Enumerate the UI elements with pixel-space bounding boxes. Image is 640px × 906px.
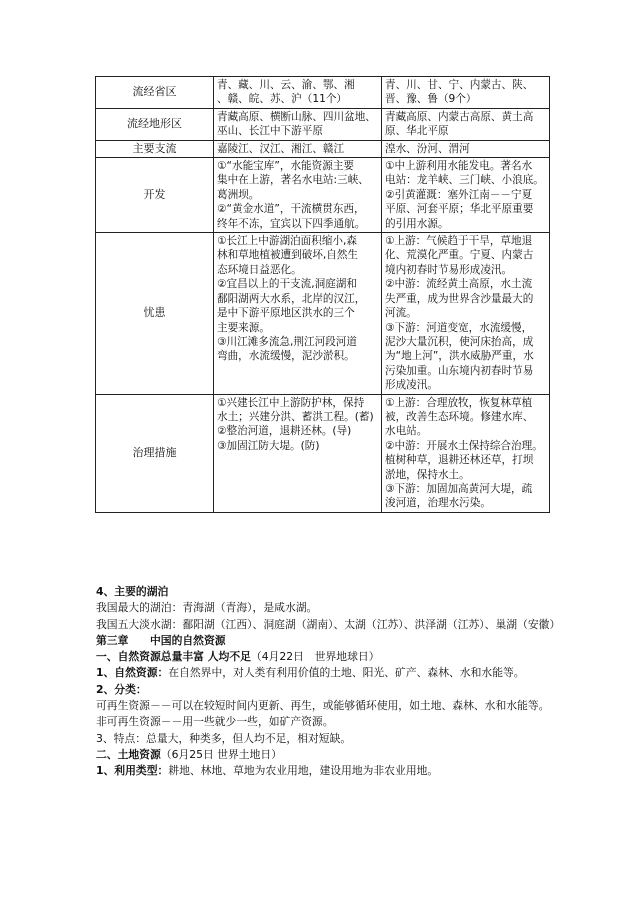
cell-line: ③加固江防大堤。(防) <box>217 439 320 452</box>
cell-line: 巫山、长江中下游平原 <box>217 125 323 138</box>
cell-line: 的引用水源。 <box>385 217 449 230</box>
yangtze-cell <box>214 77 382 109</box>
lakes-heading: 4、主要的湖泊 <box>96 585 169 598</box>
cell-line: 水电站。 <box>385 425 428 438</box>
features-text: 3、特点：总量大，种类多，但人均不足，相对短缺。 <box>96 731 352 745</box>
renewable-text: 可再生资源－－可以在较短时间内更新、再生，或能够循环使用，如土地、森林、水和水能等。 <box>96 699 550 713</box>
cell-line: 湟水、汾河、渭河 <box>385 142 470 155</box>
table-row <box>96 77 550 109</box>
nonrenewable-text: 非可再生资源－－用一些就少一些，如矿产资源。 <box>96 715 334 729</box>
cell-line: 水土；兴建分洪、蓄洪工程。(蓄) <box>217 410 374 423</box>
definition-label: 1、自然资源： <box>96 666 169 680</box>
yangtze-cell <box>214 233 382 394</box>
cell-line: ①中上游利用水能发电。著名水 <box>385 160 533 173</box>
cell-line: 、赣、皖、苏、沪（11个） <box>217 93 348 106</box>
yangtze-cell <box>214 394 382 512</box>
section1-note: （4月22日 世界地球日） <box>250 650 380 664</box>
cell-line: 青藏高原、内蒙古高原、黄土高 <box>385 110 534 123</box>
river-comparison-table <box>95 76 550 513</box>
cell-line: ①上游：气候趋于干旱，草地退 <box>385 235 533 248</box>
cell-line: 为“地上河”，洪水威胁严重，水 <box>385 350 534 363</box>
row-label: 流经地形区 <box>96 108 214 140</box>
section2-title: 二、土地资源 <box>96 747 161 761</box>
cell-line: ①“水能宝库”，水能资源主要 <box>217 160 355 173</box>
cell-line: 植树种草，退耕还林还草，打坝 <box>385 454 534 467</box>
cell-line: 形成凌汛。 <box>385 379 438 392</box>
cell-line: ②中游：流经黄土高原，水土流 <box>385 278 533 291</box>
yangtze-cell <box>214 140 382 157</box>
yellow-river-cell <box>382 140 550 157</box>
definition-text: 在自然界中，对人类有利用价值的土地、阳光、矿产、森林、水和水能等。 <box>168 666 525 680</box>
cell-line: ①上游：合理放牧，恢复林草植 <box>385 396 533 409</box>
cell-line: 平原、河套平原；华北平原重要 <box>385 203 534 216</box>
land-use-label: 1、利用类型： <box>96 764 169 778</box>
cell-line: ③川江滩多流急,荆江河段河道 <box>217 335 357 348</box>
row-label: 主要支流 <box>96 140 214 157</box>
cell-line: 青藏高原、横断山脉、四川盆地、 <box>217 110 376 123</box>
cell-line: ②中游：开展水土保持综合治理。 <box>385 439 543 452</box>
yellow-river-cell <box>382 233 550 394</box>
cell-line: 失严重，成为世界含沙量最大的 <box>385 292 534 305</box>
cell-line: 浚河道，治理水污染。 <box>385 497 491 510</box>
chapter-title: 第三章 中国的自然资源 <box>96 633 226 647</box>
cell-line: 被，改善生态环境。修建水库、 <box>385 410 534 423</box>
cell-line: 淤地，保持水土。 <box>385 468 470 481</box>
land-use-text: 耕地、林地、草地为农业用地，建设用地为非农业用地。 <box>168 764 439 778</box>
section2-note: （6月25日 世界土地日） <box>160 747 282 761</box>
yellow-river-cell <box>382 158 550 233</box>
table-row <box>96 108 550 140</box>
row-label: 忧患 <box>96 233 214 394</box>
cell-line: 河流。 <box>385 307 417 320</box>
cell-line: 青、藏、川、云、渝、鄂、湘 <box>217 79 355 91</box>
cell-line: ②宜昌以上的干支流,洞庭湖和 <box>217 278 357 291</box>
cell-line: 嘉陵江、汉江、湘江、赣江 <box>217 142 345 155</box>
cell-line: 主要来源。 <box>217 321 270 334</box>
cell-line: 境内初春时节易形成凌汛。 <box>385 263 513 276</box>
cell-line: 电站：龙羊峡、三门峡、小浪底。 <box>385 174 544 187</box>
cell-line: 弯曲，水流缓慢，泥沙淤积。 <box>217 350 355 363</box>
cell-line: 是中下游平原地区洪水的三个 <box>217 307 355 320</box>
body-text <box>96 584 561 780</box>
classification-label: 2、分类： <box>96 682 147 696</box>
cell-line: 林和草地植被遭到破坏,自然生 <box>217 249 359 262</box>
table-row <box>96 233 550 394</box>
cell-line: ①兴建长江中上游防护林，保持 <box>217 396 365 409</box>
cell-line: ①长江上中游湖泊面积缩小,森 <box>217 235 357 248</box>
cell-line: 原、华北平原 <box>385 125 449 138</box>
cell-line: 鄱阳湖两大水系，北岸的汉江， <box>217 292 366 305</box>
section2-heading <box>96 747 556 763</box>
yellow-river-cell <box>382 108 550 140</box>
cell-line: 晋、豫、鲁（9个） <box>385 93 477 106</box>
land-use-paragraph <box>96 763 556 779</box>
row-label: 流经省区 <box>96 77 214 109</box>
table-row <box>96 140 550 157</box>
cell-line: ③下游：加固加高黄河大堤，疏 <box>385 482 533 495</box>
cell-line: 葛洲坝。 <box>217 188 260 201</box>
cell-line: 集中在上游，著名水电站:三峡、 <box>217 174 369 187</box>
section1-heading <box>96 649 556 665</box>
cell-line: ②整治河道，退耕还林。(导) <box>217 425 352 438</box>
cell-line: ②引黄灌溉：塞外江南－－宁夏 <box>385 188 533 201</box>
yellow-river-cell <box>382 77 550 109</box>
cell-line: 污染加重。山东境内初春时节易 <box>385 364 534 377</box>
row-label: 治理措施 <box>96 394 214 512</box>
cell-line: 化、荒漠化严重。宁夏、内蒙古 <box>385 249 534 262</box>
cell-line: ③下游：河道变宽，水流缓慢， <box>385 321 533 334</box>
cell-line: 态环境日益恶化。 <box>217 263 302 276</box>
table-row <box>96 158 550 233</box>
cell-line: ②“黄金水道”，干流横贯东西， <box>217 203 365 216</box>
yangtze-cell <box>214 108 382 140</box>
five-lakes-text: 我国五大淡水湖：鄱阳湖（江西）、洞庭湖（湖南）、太湖（江苏）、洪泽湖（江苏）、巢湖（安徽） <box>96 617 561 631</box>
cell-line: 泥沙大量沉积，使河床抬高，成 <box>385 335 534 348</box>
cell-line: 青、川、甘、宁、内蒙古、陕、 <box>385 79 534 91</box>
yellow-river-cell <box>382 394 550 512</box>
largest-lake-text: 我国最大的湖泊：青海湖（青海），是咸水湖。 <box>96 601 318 615</box>
section1-title: 一、自然资源总量丰富 人均不足 <box>96 650 251 664</box>
row-label: 开发 <box>96 158 214 233</box>
cell-line: 终年不冻，宜宾以下四季通航。 <box>217 217 366 230</box>
yangtze-cell <box>214 158 382 233</box>
definition-paragraph <box>96 665 556 681</box>
